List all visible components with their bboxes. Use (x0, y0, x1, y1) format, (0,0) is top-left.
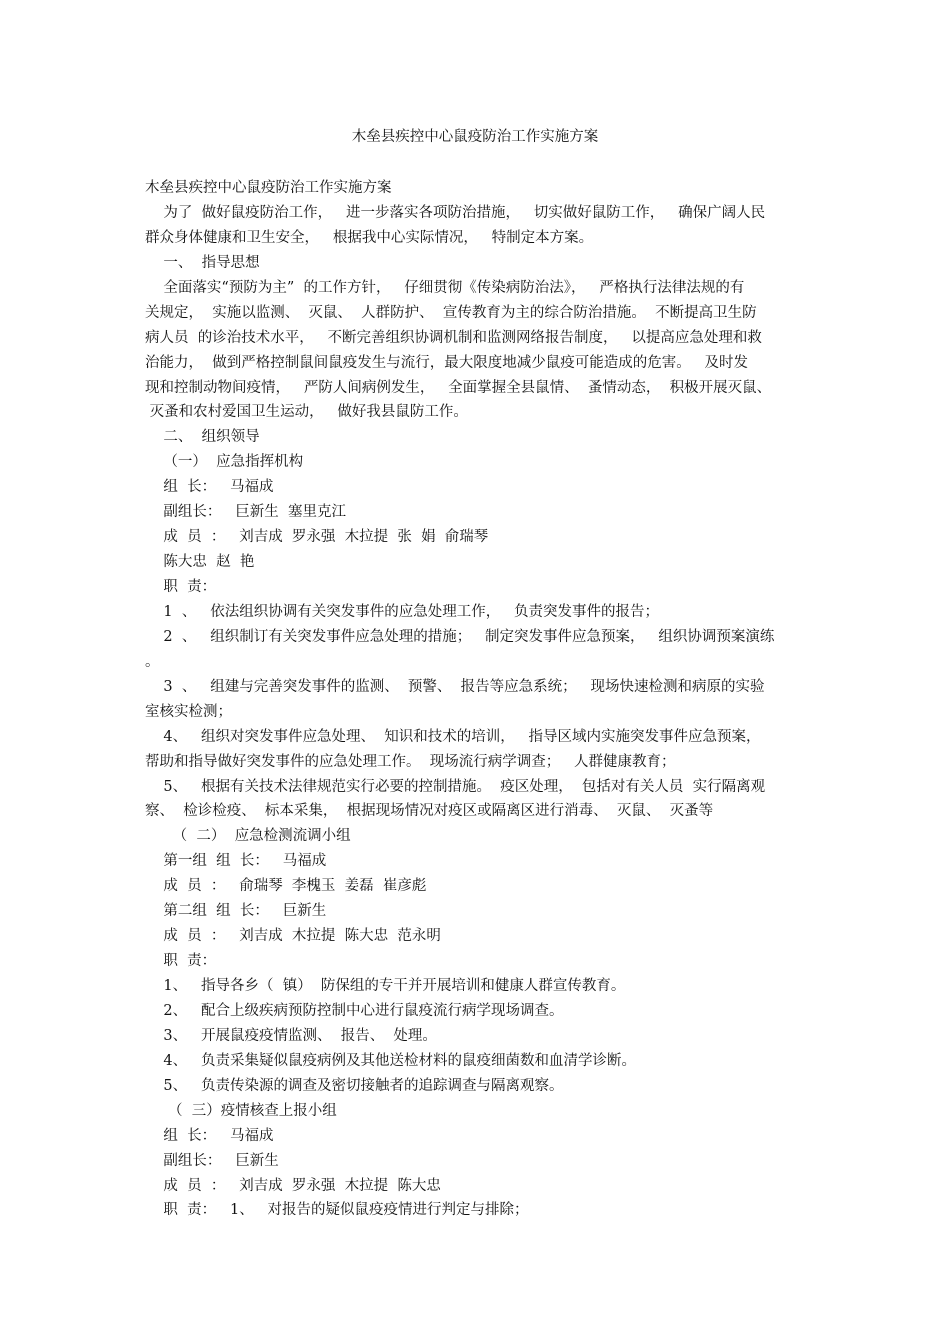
text-line: 现和控制动物间疫情， 严防人间病例发生， 全面掌握全县鼠情、 蚤情动态， 积极开展灭鼠、 (145, 379, 772, 396)
text-line: 3 、 组建与完善突发事件的监测、 预警、 报告等应急系统； 现场快速检测和病原的实验 (145, 678, 765, 695)
text-line: 1 、 依法组织协调有关突发事件的应急处理工作， 负责突发事件的报告； (145, 603, 660, 620)
text-line: 5、 根据有关技术法律规范实行必要的控制措施。 疫区处理， 包括对有关人员 实行隔离观 (145, 778, 766, 795)
text-line: 组 长： 马福成 (145, 479, 274, 496)
text-line: 1、 指导各乡（ 镇） 防保组的专干并开展培训和健康人群宣传教育。 (145, 978, 626, 994)
text-line: 陈大忠 赵 艳 (145, 554, 255, 571)
text-line: 5、 负责传染源的调查及密切接触者的追踪调查与隔离观察。 (145, 1077, 564, 1094)
text-line: 病人员 的诊治技术水平， 不断完善组织协调机制和监测网络报告制度， 以提高应急处理和救 (145, 329, 762, 346)
text-line: 成 员 ： 刘吉成 罗永强 木拉提 陈大忠 (145, 1177, 441, 1194)
text-line: 第二组 组 长： 巨新生 (145, 903, 327, 920)
text-line: 为了 做好鼠疫防治工作， 进一步落实各项防治措施， 切实做好鼠防工作， 确保广阔人民 (145, 204, 766, 221)
text-line: 二、 组织领导 (145, 429, 260, 446)
text-line: 。 (145, 653, 160, 670)
text-line: 2 、 组织制订有关突发事件应急处理的措施； 制定突发事件应急预案， 组织协调预案演练 (145, 628, 775, 645)
text-line: 室核实检测； (145, 703, 232, 720)
text-line: 组 长： 马福成 (145, 1127, 274, 1144)
text-line: 成 员 ： 刘吉成 木拉提 陈大忠 范永明 (145, 928, 441, 945)
text-line: 察、 检诊检疫、 标本采集， 根据现场情况对疫区或隔离区进行消毒、 灭鼠、 灭蚤等 (145, 803, 714, 820)
text-line: 副组长： 巨新生 塞里克江 (145, 504, 346, 521)
text-line: 2、 配合上级疾病预防控制中心进行鼠疫流行病学现场调查。 (145, 1002, 564, 1019)
document-body (145, 176, 815, 1223)
text-line: 灭蚤和农村爱国卫生运动， 做好我县鼠防工作。 (145, 404, 468, 421)
text-line: 成 员 ： 俞瑞琴 李槐玉 姜磊 崔彦彪 (145, 878, 427, 895)
text-line: （ 三）疫情核查上报小组 (145, 1102, 337, 1119)
text-line: 3、 开展鼠疫疫情监测、 报告、 处理。 (145, 1027, 437, 1044)
text-line: 4、 负责采集疑似鼠疫病例及其他送检材料的鼠疫细菌数和血清学诊断。 (145, 1052, 636, 1069)
text-line: 职 责： (145, 953, 217, 970)
text-line: 职 责： (145, 579, 217, 595)
text-line: 木垒县疾控中心鼠疫防治工作实施方案 (145, 180, 392, 196)
text-line: 治能力， 做到严格控制鼠间鼠疫发生与流行，最大限度地减少鼠疫可能造成的危害。 及时发 (145, 354, 749, 371)
text-line: 帮助和指导做好突发事件的应急处理工作。 现场流行病学调查； 人群健康教育； (145, 753, 676, 770)
text-line: 成 员 ： 刘吉成 罗永强 木拉提 张 娟 俞瑞琴 (145, 529, 489, 546)
text-line: 4、 组织对突发事件应急处理、 知识和技术的培训， 指导区域内实施突发事件应急预案， (145, 728, 761, 745)
document-title: 木垒县疾控中心鼠疫防治工作实施方案 (351, 129, 599, 145)
text-line: （ 二） 应急检测流调小组 (145, 828, 351, 845)
text-line: （一） 应急指挥机构 (145, 454, 304, 471)
text-line: 群众身体健康和卫生安全， 根据我中心实际情况， 特制定本方案。 (145, 229, 594, 246)
text-line: 第一组 组 长： 马福成 (145, 853, 327, 870)
text-line: 全面落实“预防为主” 的工作方针， 仔细贯彻《传染病防治法》， 严格执行法律法规的有 (145, 279, 745, 296)
text-line: 职 责： 1、 对报告的疑似鼠疫疫情进行判定与排除； (145, 1202, 529, 1219)
text-line: 关规定， 实施以监测、 灭鼠、 人群防护、 宣传教育为主的综合防治措施。 不断提高卫生防 (145, 304, 757, 321)
text-line: 副组长： 巨新生 (145, 1152, 279, 1169)
text-line: 一、 指导思想 (145, 254, 260, 271)
